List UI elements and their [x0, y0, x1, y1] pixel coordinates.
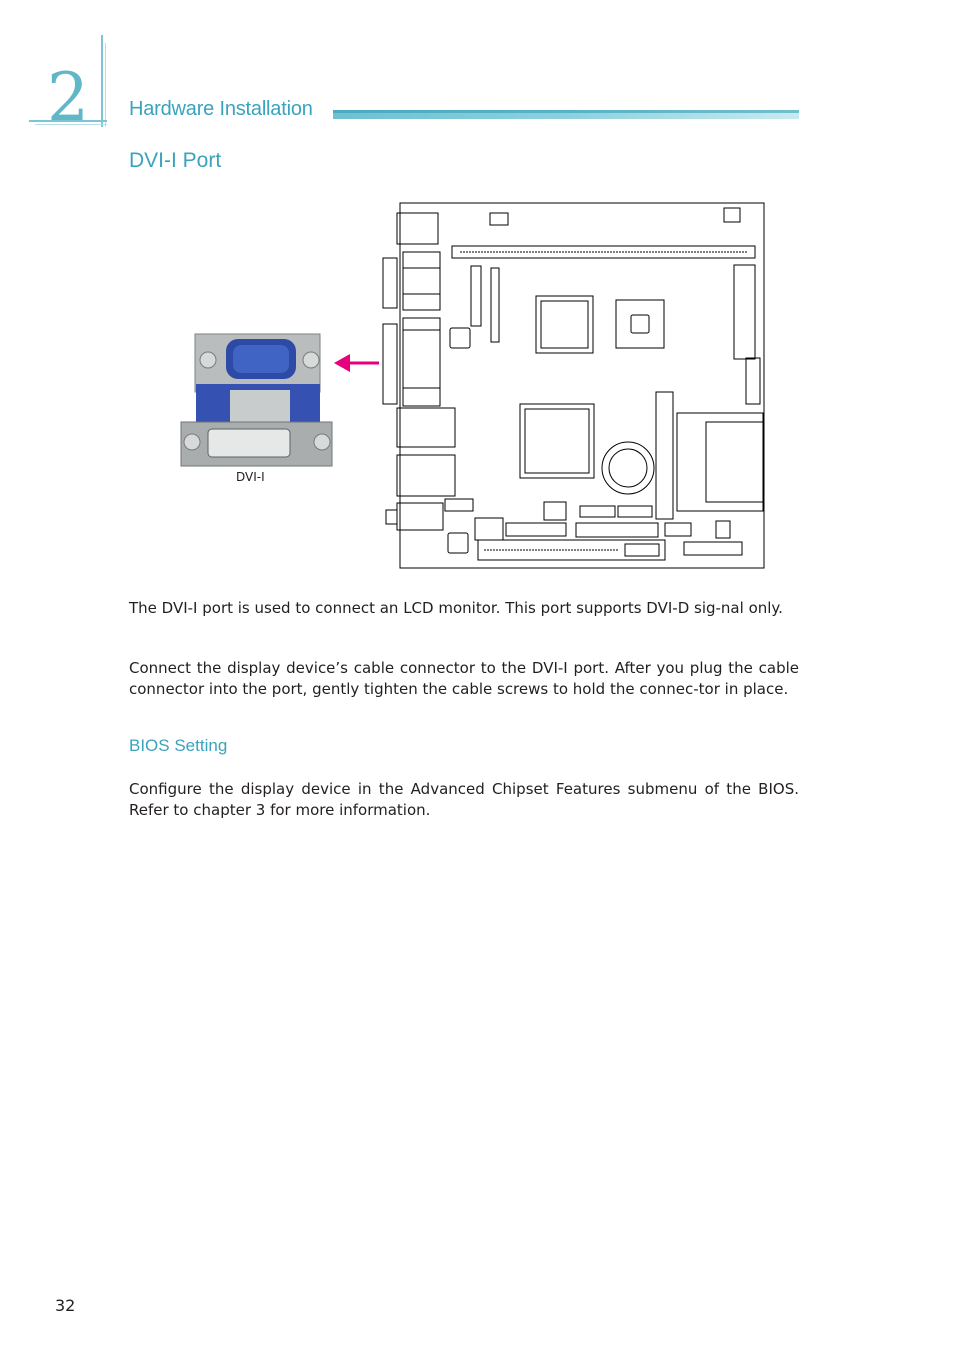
northbridge-chip [536, 296, 593, 353]
paragraph-bios: Configure the display device in the Advanced Chipset Features submenu of the BIOS. Refer to chapter 3 for more information. [129, 780, 799, 819]
battery [602, 442, 654, 494]
page-title: DVI-I Port [129, 149, 222, 172]
paragraph-intro: The DVI-I port is used to connect an LCD monitor. This port supports DVI-D sig-nal only. [129, 599, 783, 617]
dvi-i-connector-photo [181, 334, 332, 466]
pointer-arrow [334, 354, 379, 372]
bios-setting-heading: BIOS Setting [129, 736, 228, 755]
chapter-number: 2 [47, 59, 89, 136]
page-number: 32 [55, 1296, 76, 1315]
paragraph-connect: Connect the display device’s cable connector to the DVI-I port. After you plug the cable connector into the port, gently tighten the cable screws to hold the connec-tor in place. [129, 659, 799, 698]
chapter-title: Hardware Installation [129, 98, 313, 120]
dvi-i-port-on-board [403, 318, 440, 406]
board-layout-figure [178, 200, 768, 572]
chapter-title-rule [333, 110, 799, 119]
southbridge-chip [520, 404, 594, 478]
dvi-i-label: DVI-I [236, 470, 265, 484]
chapter-marker [29, 35, 107, 136]
